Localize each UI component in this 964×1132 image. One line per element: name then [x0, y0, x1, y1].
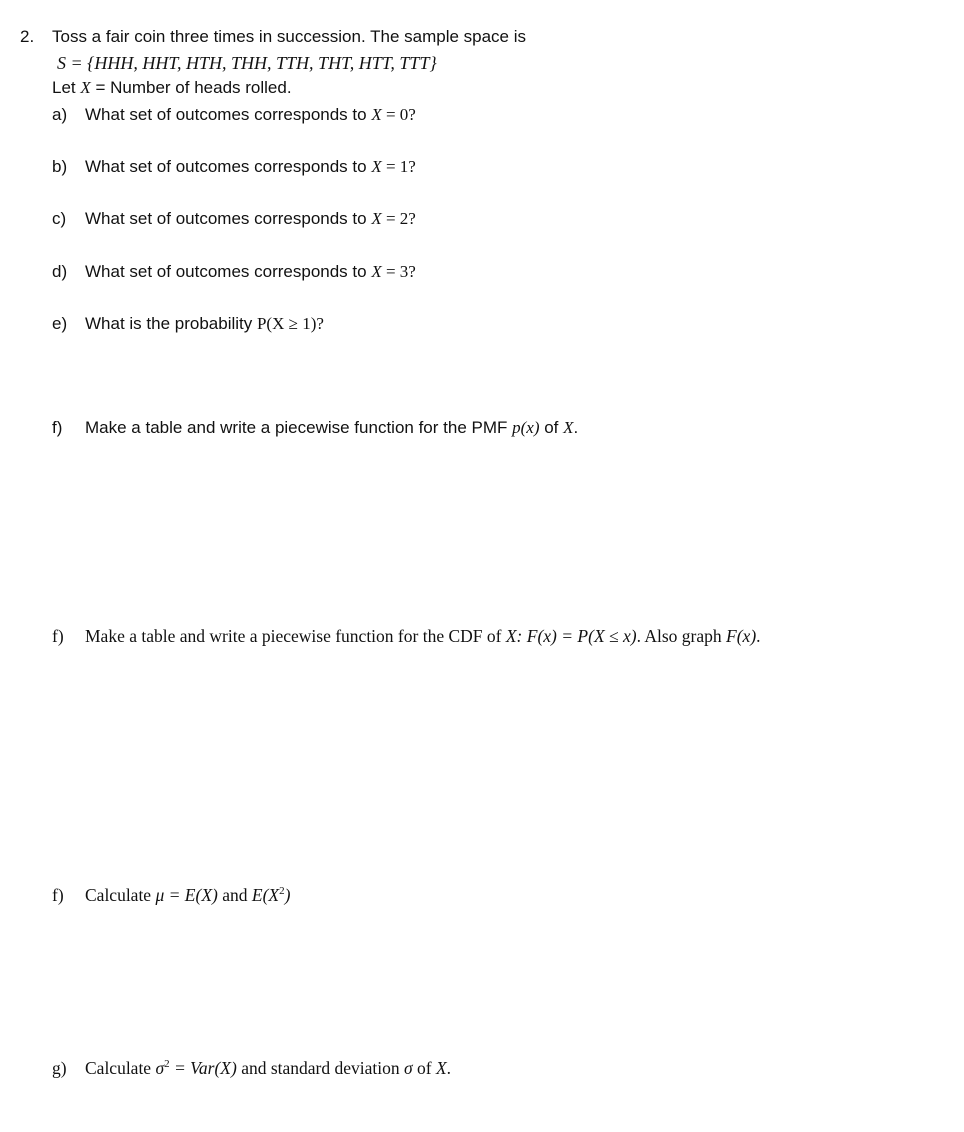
part-label: e) [52, 314, 68, 333]
part-end: ) [284, 885, 291, 905]
part-math: : F(x) = P(X ≤ x) [516, 626, 637, 646]
part-f-mean [52, 884, 290, 906]
sample-space: S = {HHH, HHT, HTH, THH, TTH, THT, HTT, TTT} [57, 53, 437, 73]
part-math-2: = Var(X) [169, 1058, 237, 1078]
part-tail: of [539, 418, 564, 437]
part-math: P(X ≥ 1)? [256, 314, 324, 333]
part-math-2: F(x) [726, 626, 757, 646]
part-f-cdf [52, 625, 761, 647]
part-math-2: E(X [251, 885, 280, 905]
part-end: . [573, 418, 579, 437]
part-label: d) [52, 262, 68, 281]
part-e [52, 313, 324, 335]
part-var: X [505, 626, 517, 646]
let-prefix: Let [52, 78, 81, 97]
part-text: What is the probability [85, 314, 257, 333]
part-tail-2: of [412, 1058, 436, 1078]
let-var: X [80, 78, 91, 97]
part-text: What set of outcomes corresponds to [85, 209, 372, 228]
part-label: c) [52, 209, 67, 228]
part-d [52, 261, 416, 283]
part-sup: 2 [279, 885, 285, 898]
let-suffix: = Number of heads rolled. [90, 78, 292, 97]
part-tail: . Also graph [636, 626, 727, 646]
part-a [52, 104, 416, 126]
part-text: Calculate [85, 885, 156, 905]
part-end: . [446, 1058, 452, 1078]
part-var: X [563, 418, 574, 437]
problem-number: 2. [20, 27, 35, 46]
part-f-pmf [52, 417, 578, 439]
part-label: g) [52, 1058, 67, 1078]
part-var: X [371, 209, 382, 228]
part-text: What set of outcomes corresponds to [85, 157, 372, 176]
part-text: What set of outcomes corresponds to [85, 262, 372, 281]
part-text: Make a table and write a piecewise function for the CDF of [85, 626, 506, 646]
part-var: X [371, 262, 382, 281]
part-label: f) [52, 418, 63, 437]
part-text: Calculate [85, 1058, 156, 1078]
part-math: p(x) [512, 418, 540, 437]
part-end: . [756, 626, 761, 646]
part-var-2: X [435, 1058, 447, 1078]
part-math: = 3? [381, 262, 416, 281]
part-var: σ [404, 1058, 413, 1078]
variable-definition [52, 77, 292, 99]
part-g [52, 1057, 451, 1079]
problem-intro: Toss a fair coin three times in succession. The sample space is [52, 27, 527, 46]
part-label: a) [52, 105, 68, 124]
part-tail: and [217, 885, 252, 905]
part-label: f) [52, 885, 64, 905]
part-math: σ [155, 1058, 165, 1078]
part-b [52, 156, 416, 178]
part-c [52, 208, 416, 230]
part-label: f) [52, 626, 64, 646]
part-text: Make a table and write a piecewise function for the PMF [85, 418, 513, 437]
part-sup: 2 [164, 1058, 170, 1071]
part-math: = 2? [381, 209, 416, 228]
part-tail: and standard deviation [236, 1058, 404, 1078]
part-var: X [371, 157, 382, 176]
part-math: = 0? [381, 105, 416, 124]
part-label: b) [52, 157, 68, 176]
part-var: X [371, 105, 382, 124]
part-math: = 1? [381, 157, 416, 176]
part-math: μ = E(X) [155, 885, 218, 905]
part-text: What set of outcomes corresponds to [85, 105, 372, 124]
